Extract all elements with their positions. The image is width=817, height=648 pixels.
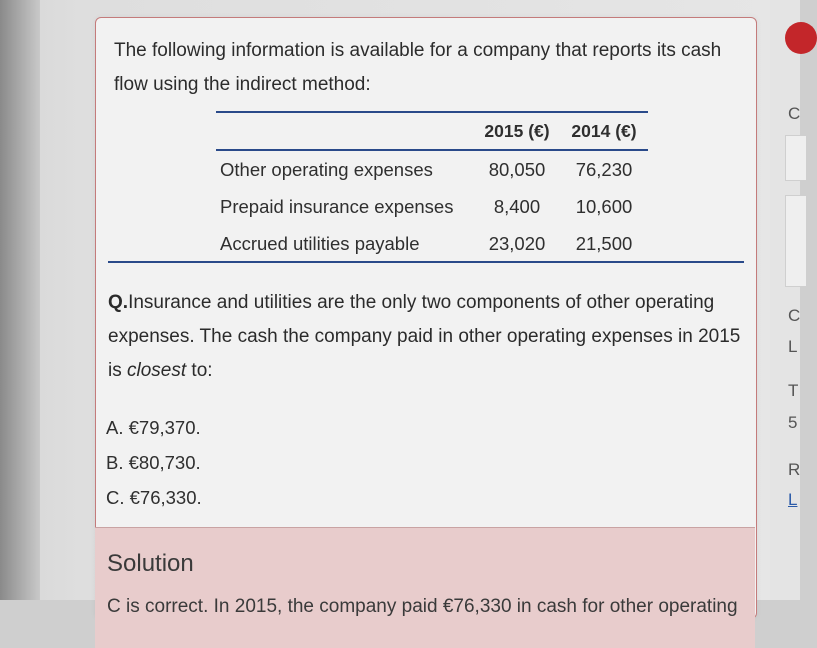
notification-badge[interactable] [785, 22, 817, 54]
right-panel-box[interactable] [785, 135, 807, 181]
question-text [108, 286, 748, 388]
solution-title: Solution [107, 550, 194, 577]
row-label: Other operating expenses [220, 158, 433, 180]
question-tail: to: [186, 360, 213, 381]
table-row [216, 150, 648, 188]
right-panel [770, 0, 800, 600]
right-panel-text: 5 [788, 413, 798, 432]
row-value-2015: 23,020 [488, 232, 546, 254]
row-value-2014: 10,600 [575, 195, 633, 217]
intro-text: The following information is available for a company that reports its cash flow using the indirect method: [114, 40, 722, 95]
row-label: Accrued utilities payable [220, 232, 420, 254]
right-panel-text: L [788, 337, 798, 356]
question-prefix: Q. [108, 292, 129, 313]
row-value-2014: 21,500 [575, 232, 633, 254]
header-2015: 2015 (€) [474, 112, 560, 150]
left-gutter [0, 0, 40, 600]
right-panel-box[interactable] [785, 195, 807, 287]
right-panel-text: C [788, 104, 801, 123]
row-value-2014: 76,230 [575, 158, 633, 180]
solution-text: C is correct. In 2015, the company paid €76,330 in cash for other operating [107, 596, 738, 617]
header-2014: 2014 (€) [560, 112, 648, 150]
answer-options [106, 410, 202, 515]
right-panel-text: R [788, 460, 801, 479]
table-bottom-rule [108, 261, 744, 263]
table-header-row [216, 112, 648, 150]
data-table [216, 111, 648, 262]
header-label [216, 112, 474, 150]
right-panel-text: T [788, 381, 799, 400]
question-card [95, 17, 757, 619]
option-b[interactable]: B. €80,730. [106, 452, 201, 473]
table-row [216, 225, 648, 262]
option-c[interactable]: C. €76,330. [106, 487, 202, 508]
row-value-2015: 8,400 [493, 195, 541, 217]
row-value-2015: 80,050 [488, 158, 546, 180]
table-row [216, 188, 648, 225]
option-a[interactable]: A. €79,370. [106, 417, 201, 438]
question-emphasis: closest [127, 360, 187, 381]
right-panel-text: C [788, 306, 801, 325]
solution-panel [95, 527, 755, 648]
row-label: Prepaid insurance expenses [220, 195, 454, 217]
right-panel-link[interactable]: L [788, 490, 798, 509]
question-body: Insurance and utilities are the only two components of other operating expenses. The cash the company paid in other operating expenses in 2015 is [108, 292, 741, 381]
